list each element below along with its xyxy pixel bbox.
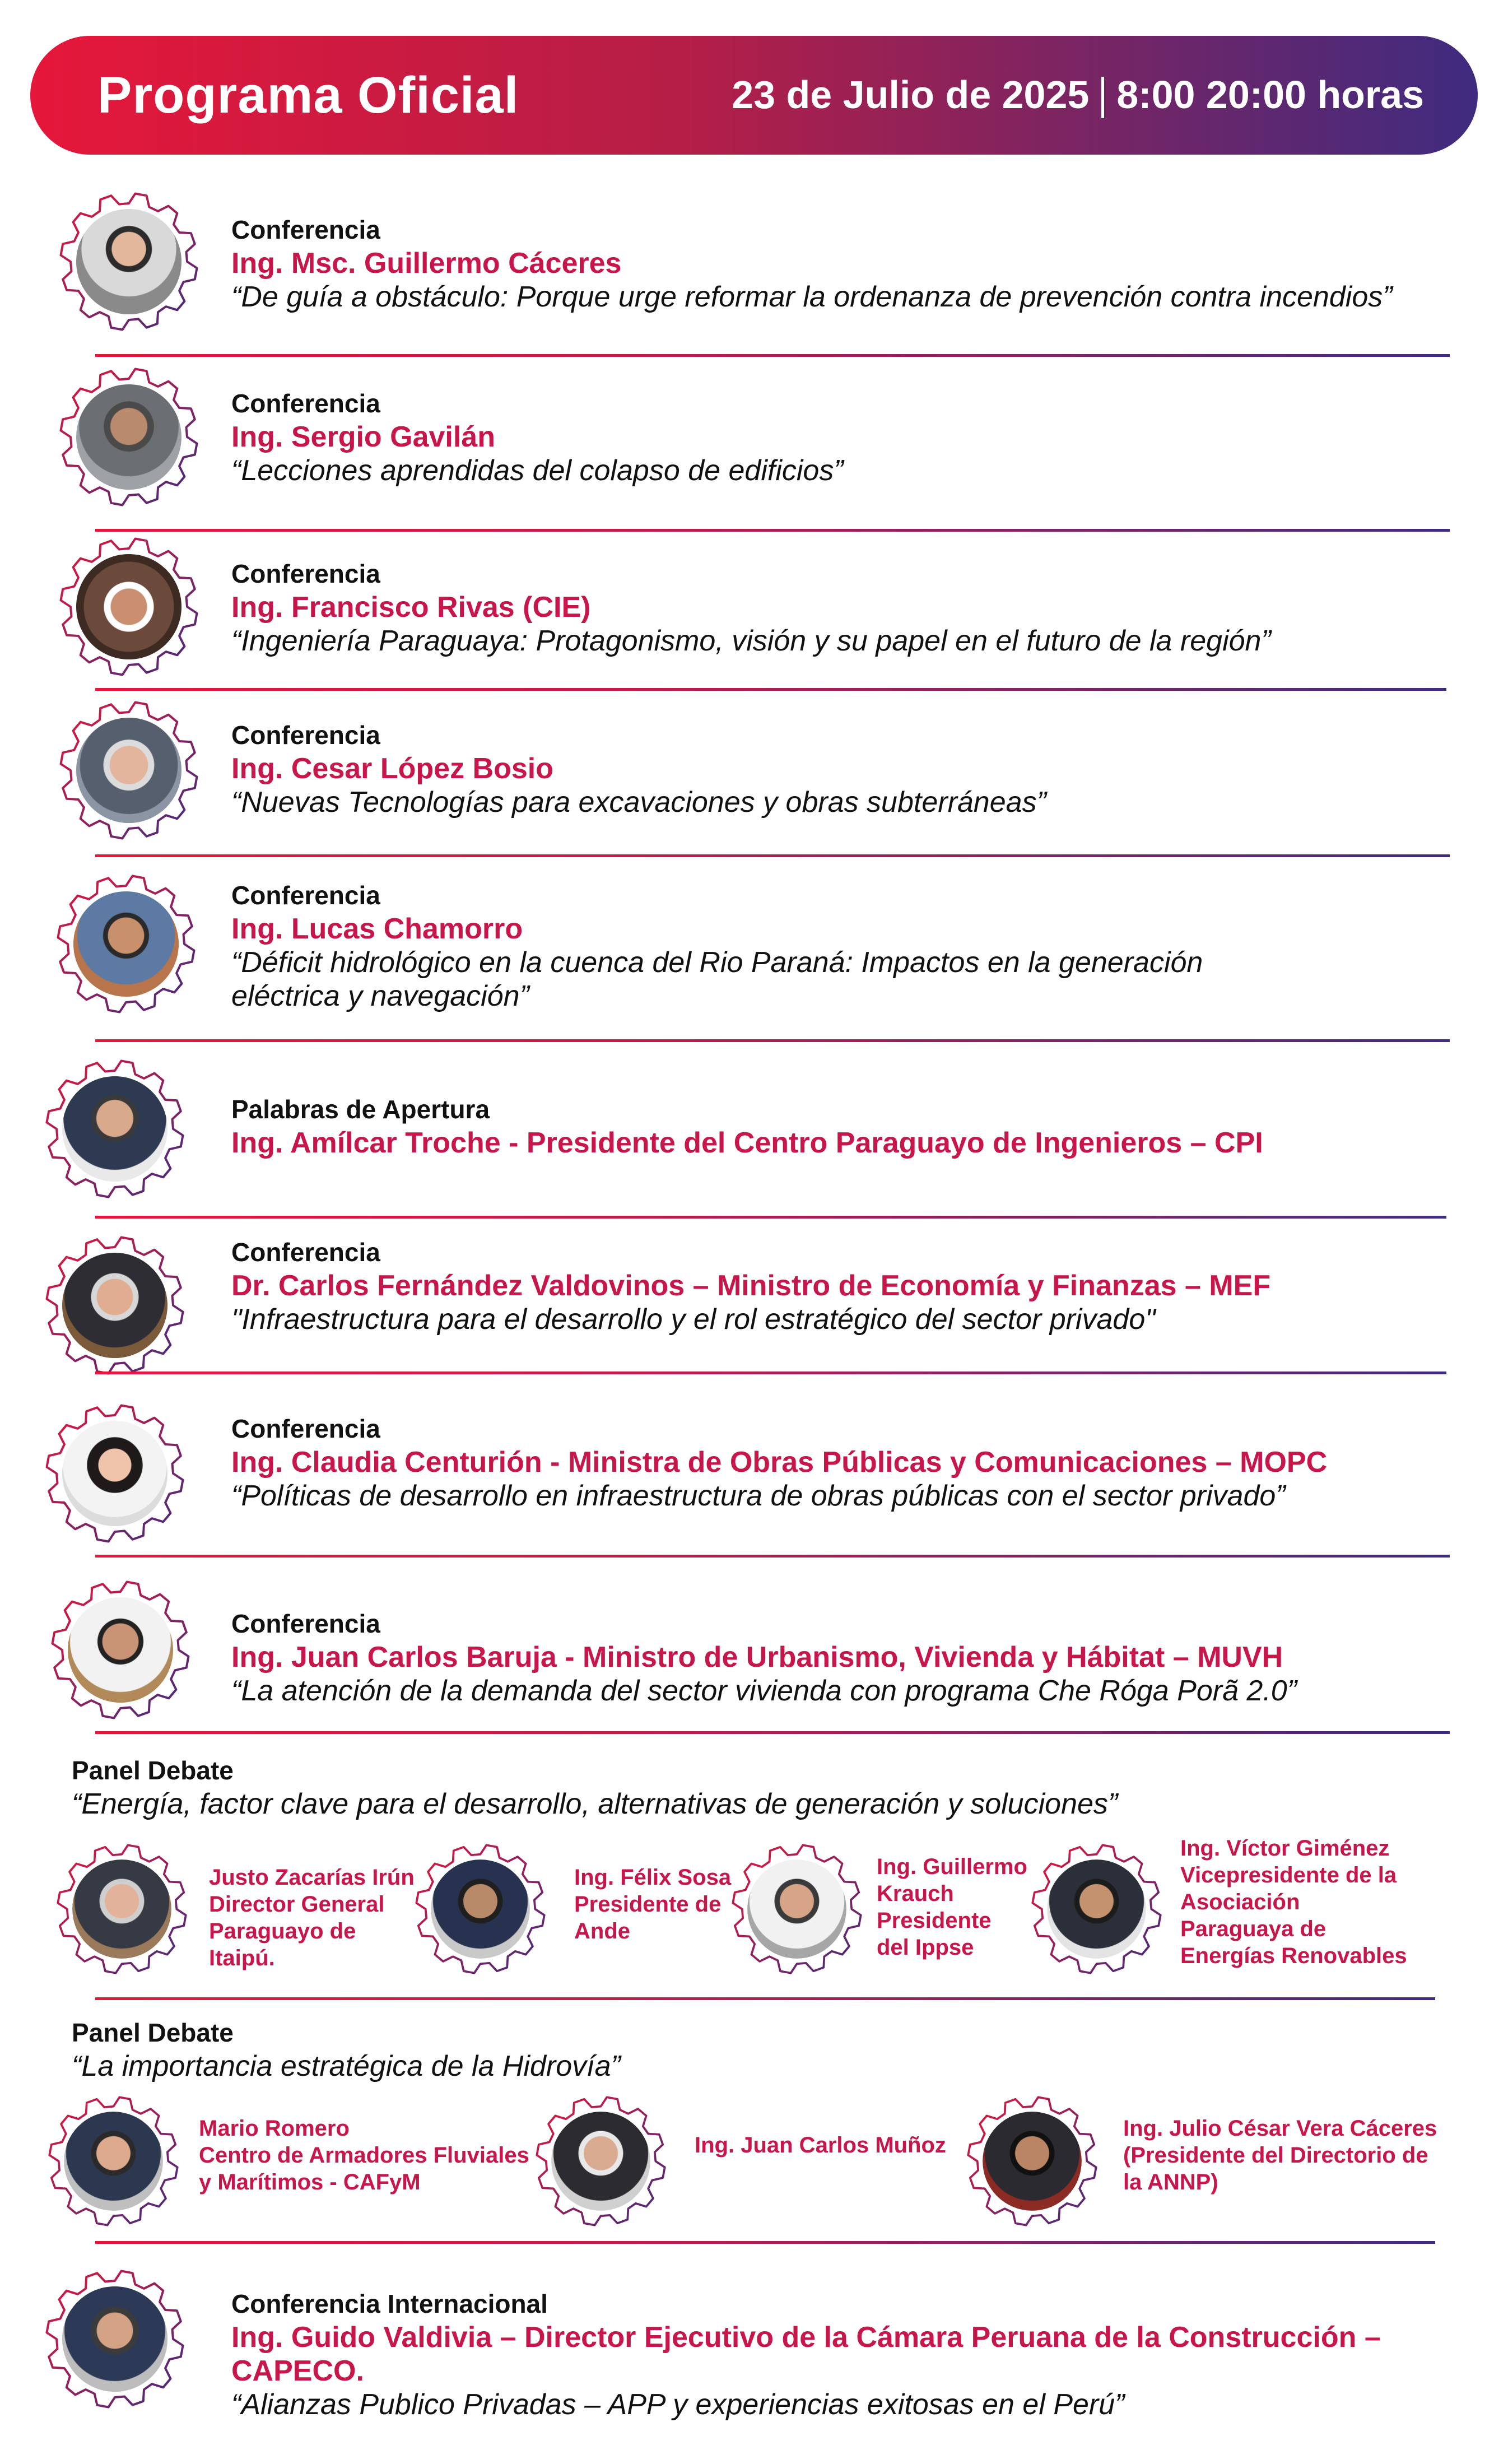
divider — [95, 1555, 1450, 1558]
avatar — [72, 1859, 171, 1959]
panelist-line: y Marítimos - CAFyM — [199, 2170, 421, 2195]
divider — [95, 2241, 1435, 2244]
entry-topic-line-1: “Déficit hidrológico en la cuenca del Rio Paraná: Impactos en la generación — [231, 946, 1203, 979]
speaker-gear-photo — [59, 367, 199, 507]
entry-speaker: Ing. Amílcar Troche - Presidente del Centro Paraguayo de Ingenieros – CPI — [231, 1127, 1263, 1159]
panel-topic: “Energía, factor clave para el desarrollo, alternativas de generación y soluciones” — [72, 1788, 1118, 1820]
avatar — [62, 1253, 167, 1358]
avatar — [73, 891, 179, 997]
entry-6 — [231, 1092, 1263, 1160]
panelist-gear-photo — [535, 2095, 667, 2227]
divider — [95, 1372, 1446, 1374]
entry-2 — [231, 387, 844, 487]
panel-topic: “La importancia estratégica de la Hidrovía” — [72, 2050, 621, 2082]
avatar — [62, 1421, 167, 1526]
entry-speaker: Ing. Lucas Chamorro — [231, 913, 523, 945]
entry-speaker: Dr. Carlos Fernández Valdovinos – Ministro de Economía y Finanzas – MEF — [231, 1270, 1271, 1302]
entry-4 — [231, 718, 1046, 819]
international-conference — [231, 2287, 1508, 2421]
panelist-line: Presidente de — [574, 1892, 722, 1917]
entry-label: Conferencia — [231, 559, 380, 588]
panelist-line: Krauch — [877, 1881, 954, 1906]
panelist-name — [1123, 2115, 1437, 2196]
avatar — [1047, 1859, 1146, 1959]
entry-topic: “Nuevas Tecnologías para excavaciones y obras subterráneas” — [231, 786, 1046, 819]
speaker-gear-photo — [45, 1403, 185, 1544]
avatar — [551, 2112, 650, 2211]
panelist-gear-photo — [56, 1843, 188, 1975]
avatar — [62, 1076, 167, 1182]
speaker-gear-photo — [50, 1580, 190, 1720]
entry-label: Conferencia — [231, 389, 380, 418]
panelist-line: Ing. Julio César Vera Cáceres — [1123, 2116, 1437, 2141]
avatar — [62, 2286, 167, 2392]
panel-label: Panel Debate — [72, 1756, 234, 1785]
panelist-line: Ing. Guillermo — [877, 1854, 1027, 1879]
avatar — [76, 209, 181, 314]
divider — [95, 529, 1450, 532]
panelist-line: Paraguayo de — [209, 1919, 356, 1944]
panelist-line: Justo Zacarías Irún — [209, 1865, 415, 1890]
divider — [95, 1216, 1446, 1219]
panelist-name — [574, 1864, 731, 1945]
program-header — [30, 36, 1478, 155]
panel-debate-2 — [72, 2016, 621, 2083]
panelist-name — [199, 2115, 529, 2196]
entry-topic-line-2: eléctrica y navegación” — [231, 980, 529, 1012]
entry-label: Conferencia — [231, 1609, 380, 1638]
panelist-line: Ing. Víctor Giménez — [1180, 1836, 1390, 1861]
entry-5 — [231, 878, 1203, 1013]
panelist-line: Centro de Armadores Fluviales — [199, 2143, 529, 2168]
divider — [95, 688, 1446, 691]
entry-topic: “Ingeniería Paraguaya: Protagonismo, visión y su papel en el futuro de la región” — [231, 625, 1271, 657]
avatar — [76, 384, 181, 490]
panelist-line: Vicepresidente de la — [1180, 1863, 1397, 1887]
entry-1 — [231, 213, 1393, 314]
entry-9 — [231, 1607, 1297, 1708]
avatar — [76, 554, 181, 659]
panelist-line: Energías Renovables — [1180, 1944, 1407, 1968]
entry-topic: “De guía a obstáculo: Porque urge reformar la ordenanza de prevención contra incendios” — [231, 281, 1393, 313]
panelist-line: Mario Romero — [199, 2116, 350, 2141]
entry-label: Conferencia — [231, 215, 380, 244]
panelist-name — [695, 2132, 946, 2159]
avatar — [983, 2112, 1082, 2211]
avatar — [68, 1597, 173, 1703]
panelist-line: Presidente — [877, 1908, 992, 1933]
speaker-gear-photo — [59, 700, 199, 840]
panelist-gear-photo — [415, 1843, 546, 1975]
divider — [95, 854, 1450, 857]
panelist-line: (Presidente del Directorio de — [1123, 2143, 1428, 2168]
entry-topic: "Infraestructura para el desarrollo y el rol estratégico del sector privado" — [231, 1303, 1156, 1336]
entry-8 — [231, 1412, 1327, 1513]
entry-speaker: Ing. Sergio Gavilán — [231, 421, 495, 453]
panelist-name — [209, 1864, 415, 1972]
panelist-line: Director General — [209, 1892, 385, 1917]
date-text: 23 de Julio de 2025 — [732, 72, 1090, 117]
avatar — [76, 718, 181, 823]
panelist-gear-photo — [48, 2095, 179, 2227]
entry-topic: “Lecciones aprendidas del colapso de edificios” — [231, 454, 844, 487]
entry-speaker: Ing. Cesar López Bosio — [231, 752, 553, 785]
speaker-gear-photo — [45, 1235, 185, 1375]
entry-label: Conferencia — [231, 720, 380, 750]
panelist-gear-photo — [1031, 1843, 1162, 1975]
divider — [95, 1731, 1450, 1734]
speaker-gear-photo — [59, 192, 199, 332]
speaker-gear-photo — [59, 537, 199, 677]
panelist-name — [877, 1853, 1027, 1961]
divider — [95, 1997, 1435, 2000]
hours-text: 8:00 20:00 horas — [1116, 72, 1424, 117]
panelist-line: Itaipú. — [209, 1946, 275, 1970]
panel-label: Panel Debate — [72, 2018, 234, 2047]
avatar — [431, 1859, 530, 1959]
panelist-line: Ing. Félix Sosa — [574, 1865, 732, 1890]
divider — [95, 1039, 1450, 1042]
entry-topic: “La atención de la demanda del sector vivienda con programa Che Róga Porã 2.0” — [231, 1675, 1297, 1707]
program-title: Programa Oficial — [97, 66, 519, 124]
separator-bar — [1101, 77, 1104, 118]
speaker-gear-photo — [56, 874, 196, 1014]
panelist-line: del Ippse — [877, 1935, 974, 1960]
entry-speaker: Ing. Francisco Rivas (CIE) — [231, 591, 591, 624]
entry-label: Conferencia — [231, 1414, 380, 1443]
panelist-gear-photo — [731, 1843, 863, 1975]
panel-debate-1 — [72, 1754, 1118, 1821]
panelist-gear-photo — [966, 2095, 1098, 2227]
entry-label: Conferencia — [231, 881, 380, 910]
entry-speaker: Ing. Juan Carlos Baruja - Ministro de Urbanismo, Vivienda y Hábitat – MUVH — [231, 1641, 1283, 1673]
entry-label: Conferencia — [231, 1238, 380, 1267]
entry-7 — [231, 1235, 1270, 1336]
program-date — [732, 72, 1424, 119]
divider — [95, 354, 1450, 357]
panelist-line: Paraguaya de — [1180, 1917, 1327, 1941]
entry-speaker: Ing. Msc. Guillermo Cáceres — [231, 247, 622, 280]
entry-speaker: Ing. Claudia Centurión - Ministra de Obras Públicas y Comunicaciones – MOPC — [231, 1446, 1328, 1479]
avatar — [64, 2112, 163, 2211]
speaker-gear-photo — [45, 1059, 185, 1199]
panelist-line: Ande — [574, 1919, 630, 1944]
avatar — [747, 1859, 846, 1959]
entry-label: Conferencia Internacional — [231, 2289, 548, 2318]
entry-topic: “Políticas de desarrollo en infraestructura de obras públicas con el sector privado” — [231, 1480, 1286, 1512]
entry-speaker: Ing. Guido Valdivia – Director Ejecutivo de la Cámara Peruana de la Construcción – CAPECO. — [231, 2321, 1381, 2387]
entry-label: Palabras de Apertura — [231, 1095, 490, 1124]
panelist-name — [1180, 1835, 1407, 1969]
panelist-line: la ANNP) — [1123, 2170, 1218, 2195]
entry-3 — [231, 557, 1271, 658]
entry-topic: “Alianzas Publico Privadas – APP y experiencias exitosas en el Perú” — [231, 2388, 1125, 2421]
panelist-line: Ing. Juan Carlos Muñoz — [695, 2133, 946, 2158]
panelist-line: Asociación — [1180, 1890, 1300, 1914]
speaker-gear-photo — [45, 2269, 185, 2409]
